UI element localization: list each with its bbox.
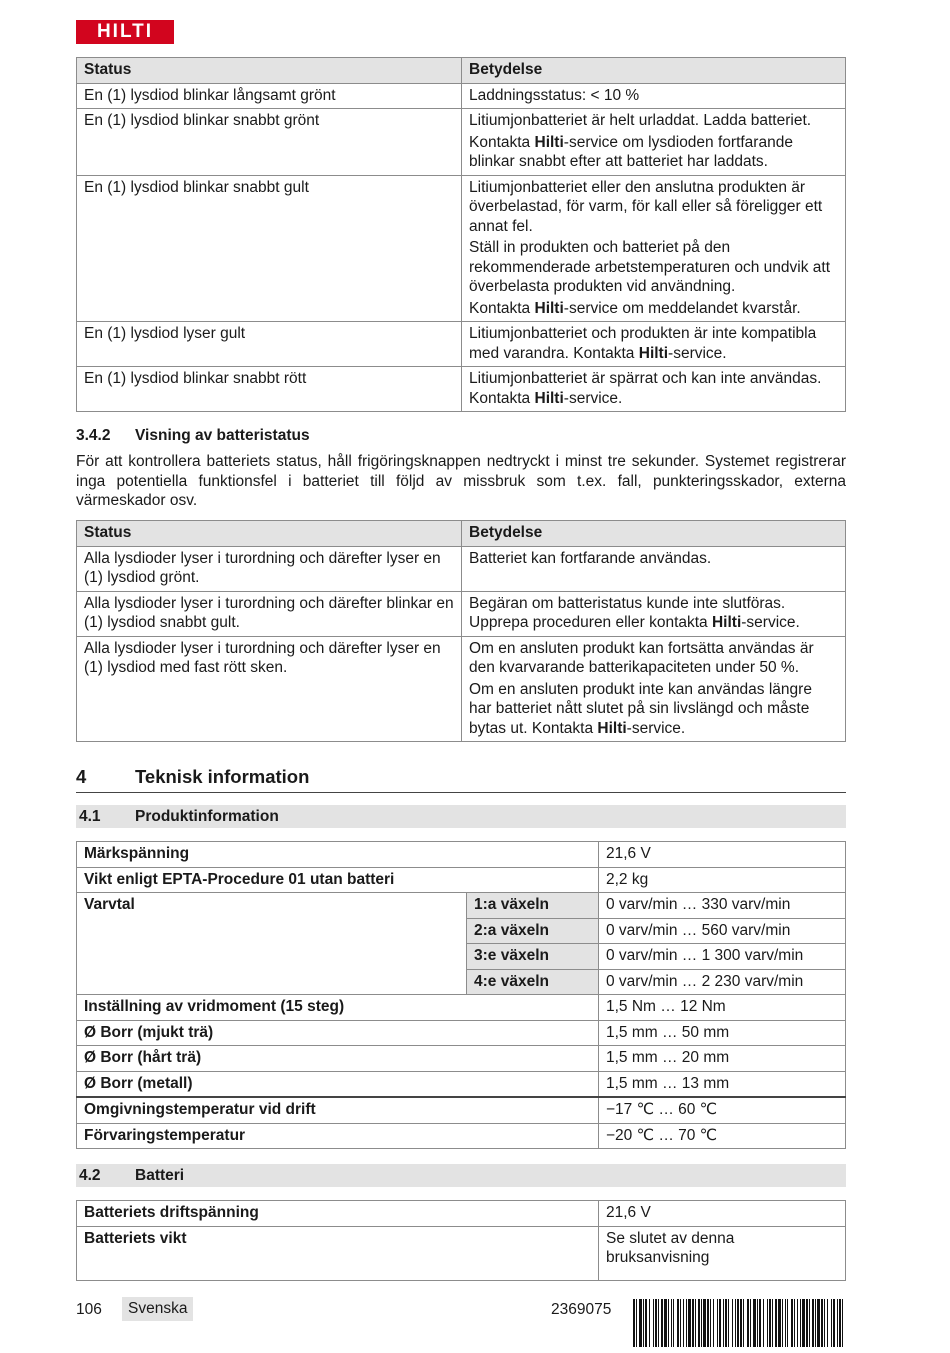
table-row [77, 1123, 846, 1149]
led-status-table [76, 57, 846, 412]
col-header-meaning: Betydelse [462, 58, 846, 84]
table-row [77, 1071, 846, 1097]
table-row [77, 109, 846, 176]
gear-label: 1:a växeln [467, 893, 599, 919]
meaning-text: Begäran om batteristatus kunde inte slutföras. Upprepa proceduren eller kontakta Hilti-service. [469, 594, 800, 631]
gear-label: 3:e växeln [467, 944, 599, 970]
meaning-text: Batteriet kan fortfarande användas. [469, 549, 712, 567]
section-title: Batteri [135, 1167, 185, 1184]
meaning-text: Litiumjonbatteriet eller den anslutna produkten är överbelastad, för varm, för kall eller så föreligger ett annat fel. [469, 178, 823, 235]
table-row [77, 83, 846, 109]
section-title: Visning av batteristatus [135, 427, 310, 444]
barcode-bar [723, 1299, 724, 1347]
meaning-text: Laddningsstatus: < 10 % [469, 86, 640, 104]
barcode-bar [747, 1299, 749, 1347]
table-row [77, 175, 846, 322]
table-row [77, 1226, 846, 1280]
barcode-bar [759, 1299, 761, 1347]
meaning-cell [462, 175, 846, 322]
gear-label: 2:a växeln [467, 918, 599, 944]
spec-value: 0 varv/min … 1 300 varv/min [599, 944, 846, 970]
meaning-cell [462, 591, 846, 636]
spec-value: 0 varv/min … 560 varv/min [599, 918, 846, 944]
meaning-text: Ställ in produkten och batteriet på den rekommenderade arbetstemperaturen och undvik att överbelasta produkten vid användning. [469, 239, 831, 295]
barcode-bar [728, 1299, 729, 1347]
barcode-bar [633, 1299, 635, 1347]
status-cell: En (1) lysdiod lyser gult [77, 322, 462, 367]
meaning-text: Kontakta Hilti-service om lysdioden fortfarande blinkar snabbt efter att batteriet har laddats. [469, 133, 793, 170]
table-row [77, 867, 846, 893]
barcode-bar [769, 1299, 771, 1347]
language-badge: Svenska [122, 1297, 193, 1321]
barcode-bar [686, 1299, 687, 1347]
barcode-bar [794, 1299, 795, 1347]
spec-value: 21,6 V [599, 842, 846, 868]
barcode-bar [664, 1299, 667, 1347]
barcode-bar [703, 1299, 706, 1347]
meaning-cell [462, 83, 846, 109]
spec-value: 1,5 mm … 50 mm [599, 1020, 846, 1046]
status-cell: En (1) lysdiod blinkar snabbt grönt [77, 109, 462, 176]
table-row [77, 546, 846, 591]
barcode-bar [800, 1299, 801, 1347]
meaning-cell [462, 109, 846, 176]
barcode-bar [791, 1299, 793, 1347]
section-number: 4.2 [79, 1167, 101, 1184]
spec-value: −20 ℃ … 70 ℃ [599, 1123, 846, 1149]
product-info-table [76, 841, 846, 1149]
battery-status-table [76, 520, 846, 742]
barcode-bar [710, 1299, 711, 1347]
hilti-logo: HILTI [76, 20, 174, 44]
meaning-cell [462, 636, 846, 742]
spec-value: −17 ℃ … 60 ℃ [599, 1097, 846, 1123]
barcode-bar [824, 1299, 825, 1347]
page-number: 106 [76, 1301, 102, 1318]
spec-label: Ø Borr (hårt trä) [77, 1046, 599, 1072]
status-cell: En (1) lysdiod blinkar snabbt gult [77, 175, 462, 322]
col-header-status: Status [77, 521, 462, 547]
battery-info-table [76, 1200, 846, 1281]
meaning-text: Litiumjonbatteriet och produkten är inte kompatibla med varandra. Kontakta Hilti-service. [469, 325, 817, 362]
table-header-row [77, 58, 846, 84]
barcode-bar [735, 1299, 736, 1347]
chapter-heading-4 [76, 766, 846, 793]
barcode-bar [763, 1299, 764, 1347]
barcode-bar [671, 1299, 672, 1347]
section-number: 3.4.2 [76, 427, 111, 444]
barcode-bar [785, 1299, 786, 1347]
barcode-bar [809, 1299, 810, 1347]
meaning-cell [462, 322, 846, 367]
battery-status-paragraph: För att kontrollera batteriets status, håll frigöringsknappen nedtryckt i minst tre sekunder. Systemet registrerar inga potentiella funktionsfel i batteriet till följd av missbruk som t.ex. fall, punkteringsskador, externa värmeskador osv. [76, 453, 846, 509]
meaning-cell [462, 546, 846, 591]
table-row [77, 1201, 846, 1227]
spec-value: 21,6 V [599, 1201, 846, 1227]
spec-value: 1,5 Nm … 12 Nm [599, 995, 846, 1021]
meaning-text: Litiumjonbatteriet är spärrat och kan inte användas. Kontakta Hilti-service. [469, 370, 822, 407]
meaning-text: Om en ansluten produkt inte kan användas längre har batteriet nått slutet på sin livslängd och måste bytas ut. Kontakta Hilti-service. [469, 680, 812, 737]
barcode-bar [649, 1299, 650, 1347]
barcode-bar [655, 1299, 657, 1347]
barcode-bar [775, 1299, 777, 1347]
table-row [77, 636, 846, 742]
barcode-bar [701, 1299, 702, 1347]
col-header-status: Status [77, 58, 462, 84]
table-row [77, 1020, 846, 1046]
barcode-bar [833, 1299, 835, 1347]
spec-value: 1,5 mm … 20 mm [599, 1046, 846, 1072]
spec-label: Inställning av vridmoment (15 steg) [77, 995, 599, 1021]
barcode-bar [680, 1299, 681, 1347]
barcode-bar [692, 1299, 694, 1347]
barcode-bar [658, 1299, 659, 1347]
barcode-bar [778, 1299, 781, 1347]
barcode-bar [719, 1299, 721, 1347]
barcode-bar [707, 1299, 709, 1347]
barcode-bar [677, 1299, 679, 1347]
spec-label: Vikt enligt EPTA-Procedure 01 utan batteri [77, 867, 599, 893]
spec-label: Omgivningstemperatur vid drift [77, 1097, 599, 1123]
barcode-bar [643, 1299, 644, 1347]
barcode-bar [812, 1299, 814, 1347]
table-row [77, 322, 846, 367]
status-cell: Alla lysdioder lyser i turordning och därefter blinkar en (1) lysdiod snabbt gult. [77, 591, 462, 636]
barcode-bar [639, 1299, 642, 1347]
col-header-meaning: Betydelse [462, 521, 846, 547]
barcode-bar [661, 1299, 663, 1347]
meaning-text: Litiumjonbatteriet är helt urladdat. Ladda batteriet. [469, 112, 812, 129]
spec-label: Ø Borr (mjukt trä) [77, 1020, 599, 1046]
status-cell: Alla lysdioder lyser i turordning och därefter lyser en (1) lysdiod med fast rött sken. [77, 636, 462, 742]
barcode-bar [839, 1299, 841, 1347]
spec-value: 0 varv/min … 2 230 varv/min [599, 969, 846, 995]
barcode-bar [753, 1299, 756, 1347]
gear-label: 4:e växeln [467, 969, 599, 995]
barcode-bar [815, 1299, 816, 1347]
barcode-bar [713, 1299, 714, 1347]
meaning-cell [462, 367, 846, 412]
barcode-bar [645, 1299, 647, 1347]
barcode-bar [688, 1299, 691, 1347]
barcode-bar [767, 1299, 768, 1347]
barcode-bar [817, 1299, 820, 1347]
chapter-title: Teknisk information [135, 766, 310, 787]
document-number: 2369075 [551, 1301, 612, 1318]
spec-value: 0 varv/min … 330 varv/min [599, 893, 846, 919]
table-row [77, 591, 846, 636]
barcode-bar [831, 1299, 832, 1347]
barcode-bar [802, 1299, 805, 1347]
spec-value: 1,5 mm … 13 mm [599, 1071, 846, 1097]
spec-value: 2,2 kg [599, 867, 846, 893]
barcode-bar [842, 1299, 843, 1347]
section-title: Produktinformation [135, 808, 279, 825]
barcode-bar [787, 1299, 788, 1347]
spec-label: Ø Borr (metall) [77, 1071, 599, 1097]
barcode-bar [797, 1299, 798, 1347]
section-number: 4.1 [79, 808, 101, 825]
section-heading-4-2 [76, 1164, 846, 1187]
barcode-bar [827, 1299, 828, 1347]
spec-value: Se slutet av denna bruksanvisning [599, 1226, 846, 1280]
meaning-text: Om en ansluten produkt kan fortsätta användas är den kvarvarande batterikapaciteten under 50 %. [469, 639, 814, 676]
barcode-bar [668, 1299, 669, 1347]
barcode [633, 1299, 846, 1347]
spec-label: Förvaringstemperatur [77, 1123, 599, 1149]
section-heading-3-4-2 [76, 427, 310, 445]
barcode-bar [636, 1299, 637, 1347]
barcode-bar [740, 1299, 742, 1347]
barcode-bar [673, 1299, 674, 1347]
barcode-bar [821, 1299, 823, 1347]
barcode-bar [698, 1299, 700, 1347]
barcode-bar [806, 1299, 808, 1347]
meaning-text: Kontakta Hilti-service om meddelandet kvarstår. [469, 299, 801, 317]
spec-label: Varvtal [77, 893, 467, 995]
spec-label: Batteriets driftspänning [77, 1201, 599, 1227]
barcode-bar [743, 1299, 744, 1347]
table-row [77, 367, 846, 412]
section-heading-4-1 [76, 805, 846, 828]
status-cell: Alla lysdioder lyser i turordning och därefter lyser en (1) lysdiod grönt. [77, 546, 462, 591]
barcode-bar [757, 1299, 758, 1347]
barcode-bar [750, 1299, 751, 1347]
barcode-bar [772, 1299, 773, 1347]
table-header-row [77, 521, 846, 547]
status-cell: En (1) lysdiod blinkar snabbt rött [77, 367, 462, 412]
barcode-bar [683, 1299, 684, 1347]
spec-label: Märkspänning [77, 842, 599, 868]
barcode-bar [695, 1299, 696, 1347]
barcode-bar [732, 1299, 733, 1347]
barcode-bar [782, 1299, 783, 1347]
table-row [77, 842, 846, 868]
barcode-bar [717, 1299, 718, 1347]
table-row [77, 1097, 846, 1123]
status-cell: En (1) lysdiod blinkar långsamt grönt [77, 83, 462, 109]
barcode-bar [837, 1299, 838, 1347]
table-row [77, 995, 846, 1021]
table-row [77, 1046, 846, 1072]
table-row [77, 893, 846, 919]
barcode-bar [725, 1299, 727, 1347]
spec-label: Batteriets vikt [77, 1226, 599, 1280]
barcode-bar [737, 1299, 739, 1347]
barcode-bar [653, 1299, 654, 1347]
chapter-number: 4 [76, 766, 87, 787]
